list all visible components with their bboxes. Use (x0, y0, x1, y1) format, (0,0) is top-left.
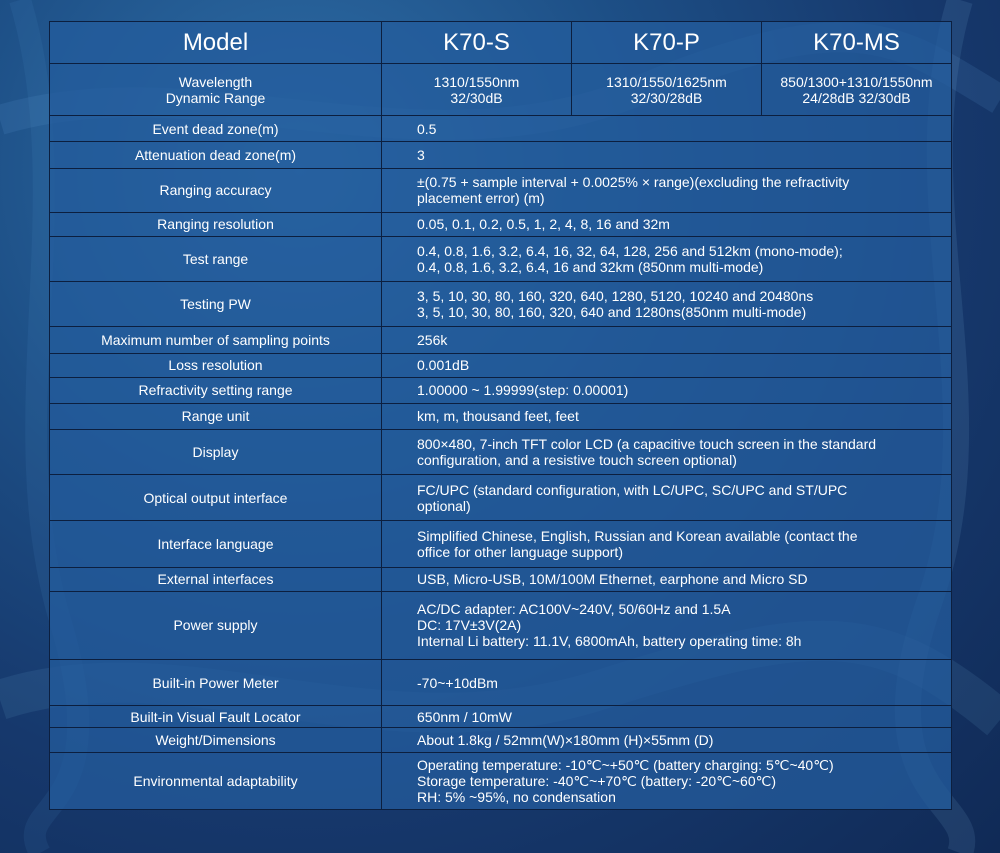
row-value-line: placement error) (m) (417, 190, 545, 207)
spec-row (50, 353, 952, 377)
row-label: Power supply (50, 591, 382, 659)
row-label: Ranging accuracy (50, 168, 382, 212)
row-label: Weight/Dimensions (50, 728, 382, 752)
row-label: Range unit (50, 403, 382, 429)
row-label: Maximum number of sampling points (50, 327, 382, 353)
row-value (382, 141, 952, 168)
spec-row (50, 752, 952, 809)
spec-row (50, 706, 952, 728)
row-value-line: 3, 5, 10, 30, 80, 160, 320, 640 and 1280ns(850nm multi-mode) (417, 304, 807, 321)
row-value (382, 282, 952, 327)
row-label: Loss resolution (50, 353, 382, 377)
row-label: Testing PW (50, 282, 382, 327)
spec-row (50, 282, 952, 327)
spec-row (50, 728, 952, 752)
wavelength-label (50, 64, 382, 116)
row-value (382, 567, 952, 591)
row-label: Interface language (50, 521, 382, 567)
row-value-line: 256k (417, 332, 448, 349)
row-value-line: optional) (417, 497, 471, 514)
row-label: Ranging resolution (50, 212, 382, 236)
row-value-line: Operating temperature: -10℃~+50℃ (battery charging: 5℃~40℃) (417, 756, 834, 773)
wavelength-k70-p-line1: 1310/1550/1625nm (606, 73, 727, 90)
row-value-line: 800×480, 7-inch TFT color LCD (a capacitive touch screen in the standard (417, 436, 877, 453)
wavelength-label-line1: Wavelength (178, 73, 253, 90)
spec-row (50, 591, 952, 659)
row-value-line: Storage temperature: -40℃~+70℃ (battery: -20℃~60℃) (417, 772, 777, 789)
spec-row (50, 212, 952, 236)
row-label: Environmental adaptability (50, 752, 382, 809)
row-value (382, 475, 952, 521)
wavelength-k70-p (572, 64, 762, 116)
spec-row (50, 403, 952, 429)
model-k70-p: K70-P (572, 22, 762, 64)
row-value-line: office for other language support) (417, 544, 623, 561)
spec-row (50, 567, 952, 591)
row-label: Built-in Power Meter (50, 660, 382, 706)
row-value-line: USB, Micro-USB, 10M/100M Ethernet, earphone and Micro SD (417, 571, 808, 588)
spec-row (50, 168, 952, 212)
model-header: Model (50, 22, 382, 64)
spec-row (50, 475, 952, 521)
row-value (382, 237, 952, 282)
header-row (50, 22, 952, 64)
row-label: Display (50, 429, 382, 474)
row-label: Optical output interface (50, 475, 382, 521)
row-value (382, 116, 952, 141)
row-value-line: 650nm / 10mW (417, 708, 512, 725)
row-value-line: km, m, thousand feet, feet (417, 408, 579, 425)
row-value (382, 660, 952, 706)
row-value-line: 0.5 (417, 120, 437, 137)
wavelength-k70-s (382, 64, 572, 116)
row-value (382, 168, 952, 212)
wavelength-row (50, 64, 952, 116)
row-value-line: 0.05, 0.1, 0.2, 0.5, 1, 2, 4, 8, 16 and 32m (417, 216, 670, 233)
row-value (382, 591, 952, 659)
row-value-line: 0.4, 0.8, 1.6, 3.2, 6.4, 16 and 32km (850nm multi-mode) (417, 259, 764, 276)
row-value (382, 752, 952, 809)
row-value (382, 429, 952, 474)
row-value-line: RH: 5% ~95%, no condensation (417, 788, 616, 805)
spec-row (50, 237, 952, 282)
row-value (382, 521, 952, 567)
model-k70-ms: K70-MS (762, 22, 952, 64)
row-value-line: 0.001dB (417, 357, 470, 374)
row-value-line: 3 (417, 146, 425, 163)
wavelength-k70-ms (762, 64, 952, 116)
spec-row (50, 660, 952, 706)
spec-table (49, 21, 952, 810)
spec-row (50, 377, 952, 403)
row-value-line: FC/UPC (standard configuration, with LC/UPC, SC/UPC and ST/UPC (417, 481, 848, 498)
row-value-line: 0.4, 0.8, 1.6, 3.2, 6.4, 16, 32, 64, 128, 256 and 512km (mono-mode); (417, 243, 843, 260)
row-label: Attenuation dead zone(m) (50, 141, 382, 168)
row-value (382, 706, 952, 728)
spec-row (50, 116, 952, 141)
wavelength-k70-p-line2: 32/30/28dB (630, 89, 703, 106)
row-value (382, 728, 952, 752)
row-value-line: Simplified Chinese, English, Russian and Korean available (contact the (417, 528, 858, 545)
row-value-line: DC: 17V±3V(2A) (417, 617, 522, 634)
row-value-line: configuration, and a resistive touch screen optional) (417, 452, 737, 469)
row-value-line: AC/DC adapter: AC100V~240V, 50/60Hz and 1.5A (417, 601, 731, 618)
row-value (382, 353, 952, 377)
row-value-line: ±(0.75 + sample interval + 0.0025% × range)(excluding the refractivity (417, 174, 850, 191)
row-label: Event dead zone(m) (50, 116, 382, 141)
wavelength-k70-ms-line2: 24/28dB 32/30dB (802, 89, 911, 106)
row-value (382, 327, 952, 353)
row-value (382, 377, 952, 403)
wavelength-k70-s-line1: 1310/1550nm (433, 73, 520, 90)
spec-row (50, 141, 952, 168)
row-label: External interfaces (50, 567, 382, 591)
row-value (382, 212, 952, 236)
row-value-line: About 1.8kg / 52mm(W)×180mm (H)×55mm (D) (417, 731, 714, 748)
row-label: Built-in Visual Fault Locator (50, 706, 382, 728)
row-value-line: Internal Li battery: 11.1V, 6800mAh, battery operating time: 8h (417, 633, 802, 650)
row-value-line: -70~+10dBm (417, 674, 498, 691)
row-value-line: 1.00000 ~ 1.99999(step: 0.00001) (417, 382, 629, 399)
wavelength-k70-s-line2: 32/30dB (450, 89, 503, 106)
spec-row (50, 327, 952, 353)
spec-row (50, 429, 952, 474)
row-value-line: 3, 5, 10, 30, 80, 160, 320, 640, 1280, 5120, 10240 and 20480ns (417, 288, 814, 305)
row-value (382, 403, 952, 429)
row-label: Test range (50, 237, 382, 282)
wavelength-label-line2: Dynamic Range (165, 89, 266, 106)
model-k70-s: K70-S (382, 22, 572, 64)
wavelength-k70-ms-line1: 850/1300+1310/1550nm (780, 73, 933, 90)
spec-row (50, 521, 952, 567)
row-label: Refractivity setting range (50, 377, 382, 403)
